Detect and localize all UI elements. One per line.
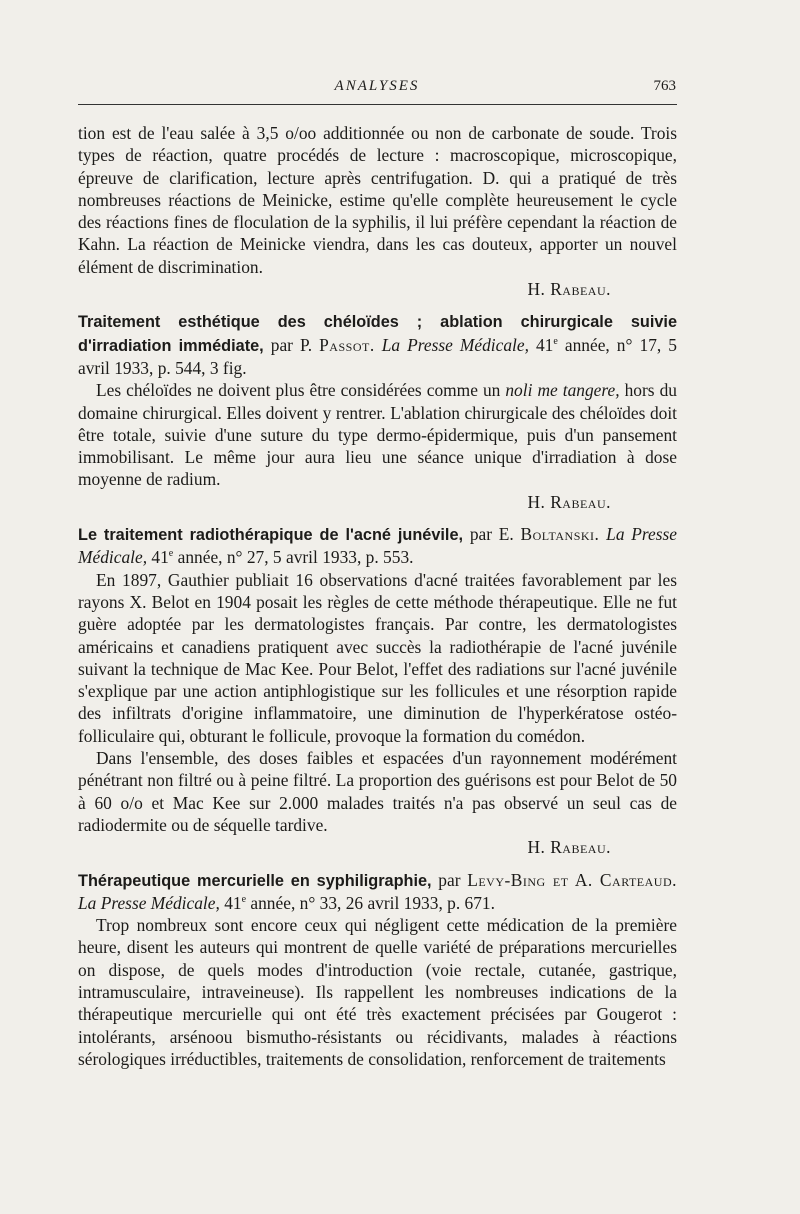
article-title: Thérapeutique mercurielle en syphiligraphie, (78, 871, 432, 890)
article-author: Passot. (319, 334, 375, 355)
signature-text: H. Rabeau. (527, 279, 611, 300)
edition-number: 41 (151, 547, 169, 568)
edition-sup: e (553, 335, 558, 347)
paragraph-text: hors du domaine chirurgical. Elles doivent y rentrer. L'ablation chirurgicale des chéloïdes doit être totale, suivie d'une suture du type dermo-épidermique, puis d'un pansement immobilisant. Le même jour aura lieu une séance unique d'irradiation à dose moyenne de radium. (78, 380, 677, 490)
article-author: Boltanski. (520, 524, 600, 545)
edition-sup: e (241, 894, 247, 905)
article-signature (78, 836, 677, 858)
article-reference (78, 310, 677, 379)
intro-signature (78, 278, 677, 300)
edition-sup: e (168, 548, 174, 560)
article-journal: La Presse Médicale, (381, 334, 529, 355)
article-title: Le traitement radiothérapique de l'acné junévile, (78, 526, 464, 545)
paragraph-italic: noli me tangere, (505, 380, 620, 401)
page-number: 763 (653, 78, 676, 94)
article-reference (78, 869, 677, 915)
article-journal: La Presse Médicale, (78, 524, 678, 568)
article-3 (78, 869, 677, 1071)
edition-number: 41 (535, 334, 554, 355)
page-header (78, 78, 676, 100)
header-rule (78, 104, 677, 105)
article-details: année, n° 17, 5 avril 1933, p. 544, 3 fig. (78, 334, 677, 378)
article-paragraph: En 1897, Gauthier publiait 16 observations d'acné traitées favorablement par les rayons X. Belot en 1904 posait les règles de cette méthode thérapeutique. Elle ne fut guère adoptée par les dermatologistes français. Par contre, les dermatologistes américains et canadiens pratiquent avec succès la radiothérapie de l'acné juvénile suivant la technique de Mac Kee. Pour Belot, l'effet des radiations sur l'acné juvénile s'explique par une action antiphlogistique sur les follicules et une résorption rapide des infiltrats d'origine inflammatoire, une diminution de l'hyperkératose ostéo-folliculaire qui, obturant le follicule, provoque la formation du comédon. (78, 569, 677, 746)
article-reference (78, 523, 677, 569)
article-signature (78, 491, 677, 513)
article-edition (151, 547, 173, 567)
article-2 (78, 523, 677, 858)
running-head: ANALYSES (334, 78, 420, 94)
page-body (78, 122, 677, 1070)
signature-text: H. Rabeau. (527, 491, 611, 512)
article-paragraph: Trop nombreux sont encore ceux qui négligent cette médication de la première heure, disent les auteurs qui montrent de quelle variété de préparations mercurielles on dispose, de quels modes d'introduction (voie rectale, cutanée, gastrique, intramusculaire, intraveineuse). Ils rappellent les nombreuses indications de la thérapeutique mercurielle qui ont été très exactement précisées par Gougerot : intolérants, arsénoou bismutho-résistants ou récidivants, malades à réactions sérologiques irréductibles, traitements de consolidation, renforcement de traitements (78, 915, 677, 1069)
article-paragraph (78, 379, 677, 490)
paragraph-text: Les chéloïdes ne doivent plus être considérées comme un (96, 380, 506, 401)
article-details: année, n° 33, 26 avril 1933, p. 671. (250, 892, 495, 913)
article-paragraph: Dans l'ensemble, des doses faibles et espacées d'un rayonnement modérément pénétrant non filtré ou à peine filtré. La proportion des guérisons est pour Belot de 50 à 60 o/o et Mac Kee sur 2.000 malades traités n'a pas observé un seul cas de radiodermite ou de séquelle tardive. (78, 748, 677, 835)
article-details: année, n° 27, 5 avril 1933, p. 553. (177, 547, 414, 568)
article-edition (224, 893, 246, 913)
article-title: Traitement esthétique des chéloïdes ; ablation chirurgicale suivie d'irradiation immédiate, (78, 313, 677, 355)
article-by: par (438, 869, 461, 890)
signature-text: H. Rabeau. (527, 837, 611, 858)
edition-number: 41 (224, 892, 242, 913)
article-by: par P. (270, 334, 313, 355)
article-edition (536, 335, 558, 355)
article-by: par E. (469, 524, 514, 545)
intro-paragraph: tion est de l'eau salée à 3,5 o/oo additionnée ou non de carbonate de soude. Trois types de réaction, quatre procédés de lecture : macroscopique, microscopique, épreuve de clarification, lecture après centrifugation. D. qui a pratiqué de très nombreuses réactions de Meinicke, estime qu'elle complète heureusement le cycle des réactions fines de floculation de la syphilis, il lui préfère cependant la réaction de Kahn. La réaction de Meinicke viendra, dans les cas douteux, apporter un nouvel élément de discrimination. (78, 123, 677, 277)
article-1 (78, 310, 677, 513)
article-author: Levy-Bing et A. Carteaud. (467, 869, 677, 890)
article-journal: La Presse Médicale, (78, 892, 220, 913)
